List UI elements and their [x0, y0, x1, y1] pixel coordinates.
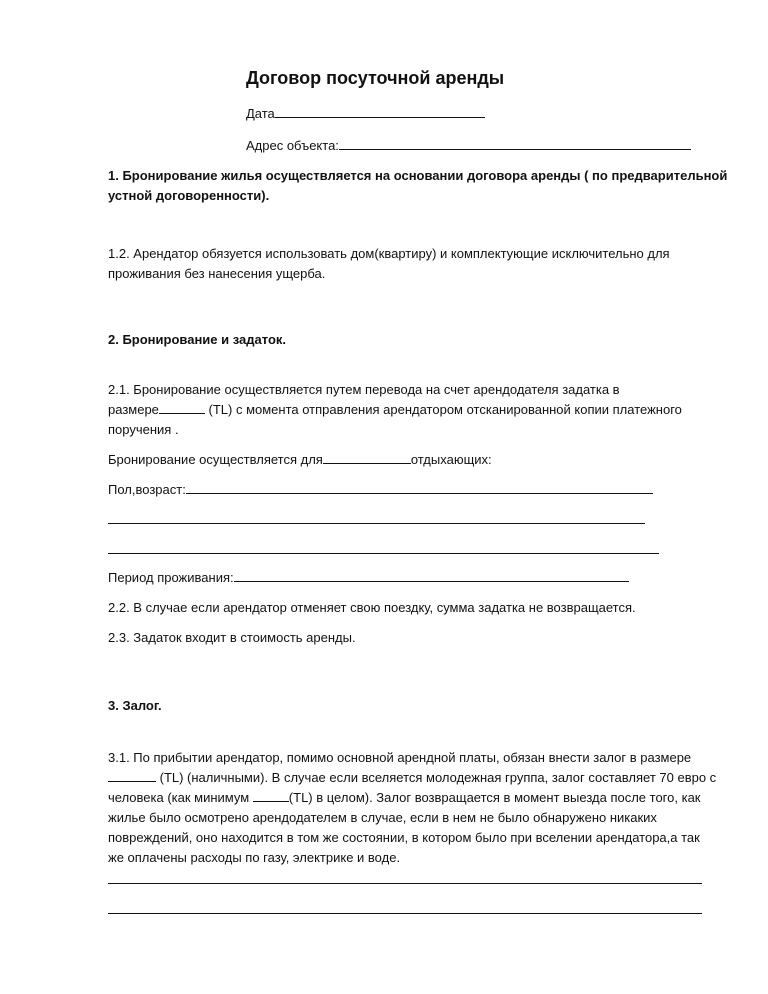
- blank-line: [108, 913, 702, 914]
- clause-2-1-line-1: 2.1. Бронирование осуществляется путем перевода на счет арендодателя задатка в: [108, 382, 620, 397]
- date-field: [246, 104, 485, 124]
- clause-1-2-line-1: 1.2. Арендатор обязуется использовать дом(квартиру) и комплектующие исключительно для: [108, 246, 670, 261]
- guests-count-blank: [323, 451, 411, 464]
- booking-guests-pre: Бронирование осуществляется для: [108, 452, 323, 467]
- document-title: Договор посуточной аренды: [246, 68, 505, 88]
- clause-3-1-line-5: повреждений, оно находится в том же состоянии, в котором было при вселении арендатора,а так: [108, 830, 700, 845]
- clause-3-1-line-3-post: (TL) в целом). Залог возвращается в момент выезда после того, как: [288, 790, 701, 805]
- clause-3-1-line-4: жилье было осмотрено арендодателем в случае, если в нем не было обнаружено никаких: [108, 810, 657, 825]
- clause-3-1-line-3: [108, 788, 701, 808]
- clause-2-2: 2.2. В случае если арендатор отменяет свою поездку, сумма задатка не возвращается.: [108, 600, 636, 615]
- address-label: Адрес объекта:: [246, 138, 339, 153]
- clause-3-1-line-1: 3.1. По прибытии арендатор, помимо основной арендной платы, обязан внести залог в размере: [108, 750, 692, 765]
- clause-3-1-line-2: [108, 768, 716, 788]
- clause-2-1-line-2-pre: размере: [108, 402, 159, 417]
- gender-age-label: Пол,возраст:: [108, 482, 186, 497]
- date-blank: [275, 105, 485, 118]
- section-1-line-1: 1. Бронирование жилья осуществляется на основании договора аренды ( по предварительной: [108, 168, 728, 183]
- period-field: [108, 568, 629, 588]
- booking-guests-line: [108, 450, 492, 470]
- clause-2-3: 2.3. Задаток входит в стоимость аренды.: [108, 630, 356, 645]
- blank-line: [108, 553, 659, 554]
- section-1-line-2: устной договоренности).: [108, 188, 270, 203]
- clause-2-1-line-3: поручения .: [108, 422, 179, 437]
- period-blank: [234, 569, 629, 582]
- period-label: Период проживания:: [108, 570, 234, 585]
- section-3-heading: 3. Залог.: [108, 698, 162, 713]
- clause-2-1-line-2-post: (TL) с момента отправления арендатором отсканированной копии платежного: [204, 402, 682, 417]
- booking-guests-post: отдыхающих:: [410, 452, 492, 467]
- blank-line: [108, 523, 645, 524]
- clause-3-1-line-2-post: (TL) (наличными). В случае если вселяется молодежная группа, залог составляет 70 евро с: [156, 770, 717, 785]
- clause-3-1-line-3-pre: человека (как минимум: [108, 790, 253, 805]
- address-field: [246, 136, 691, 156]
- clause-1-2-line-2: проживания без нанесения ущерба.: [108, 266, 326, 281]
- clause-3-1-line-6: же оплачены расходы по газу, электрике и воде.: [108, 850, 401, 865]
- clause-2-1-line-2: [108, 400, 682, 420]
- pledge-amount-blank: [108, 769, 156, 782]
- deposit-amount-blank: [159, 401, 205, 414]
- address-blank: [339, 137, 691, 150]
- blank-line: [108, 883, 702, 884]
- minimum-amount-blank: [253, 789, 289, 802]
- gender-age-blank: [186, 481, 653, 494]
- gender-age-field: [108, 480, 653, 500]
- date-label: Дата: [246, 106, 275, 121]
- section-2-heading: 2. Бронирование и задаток.: [108, 332, 287, 347]
